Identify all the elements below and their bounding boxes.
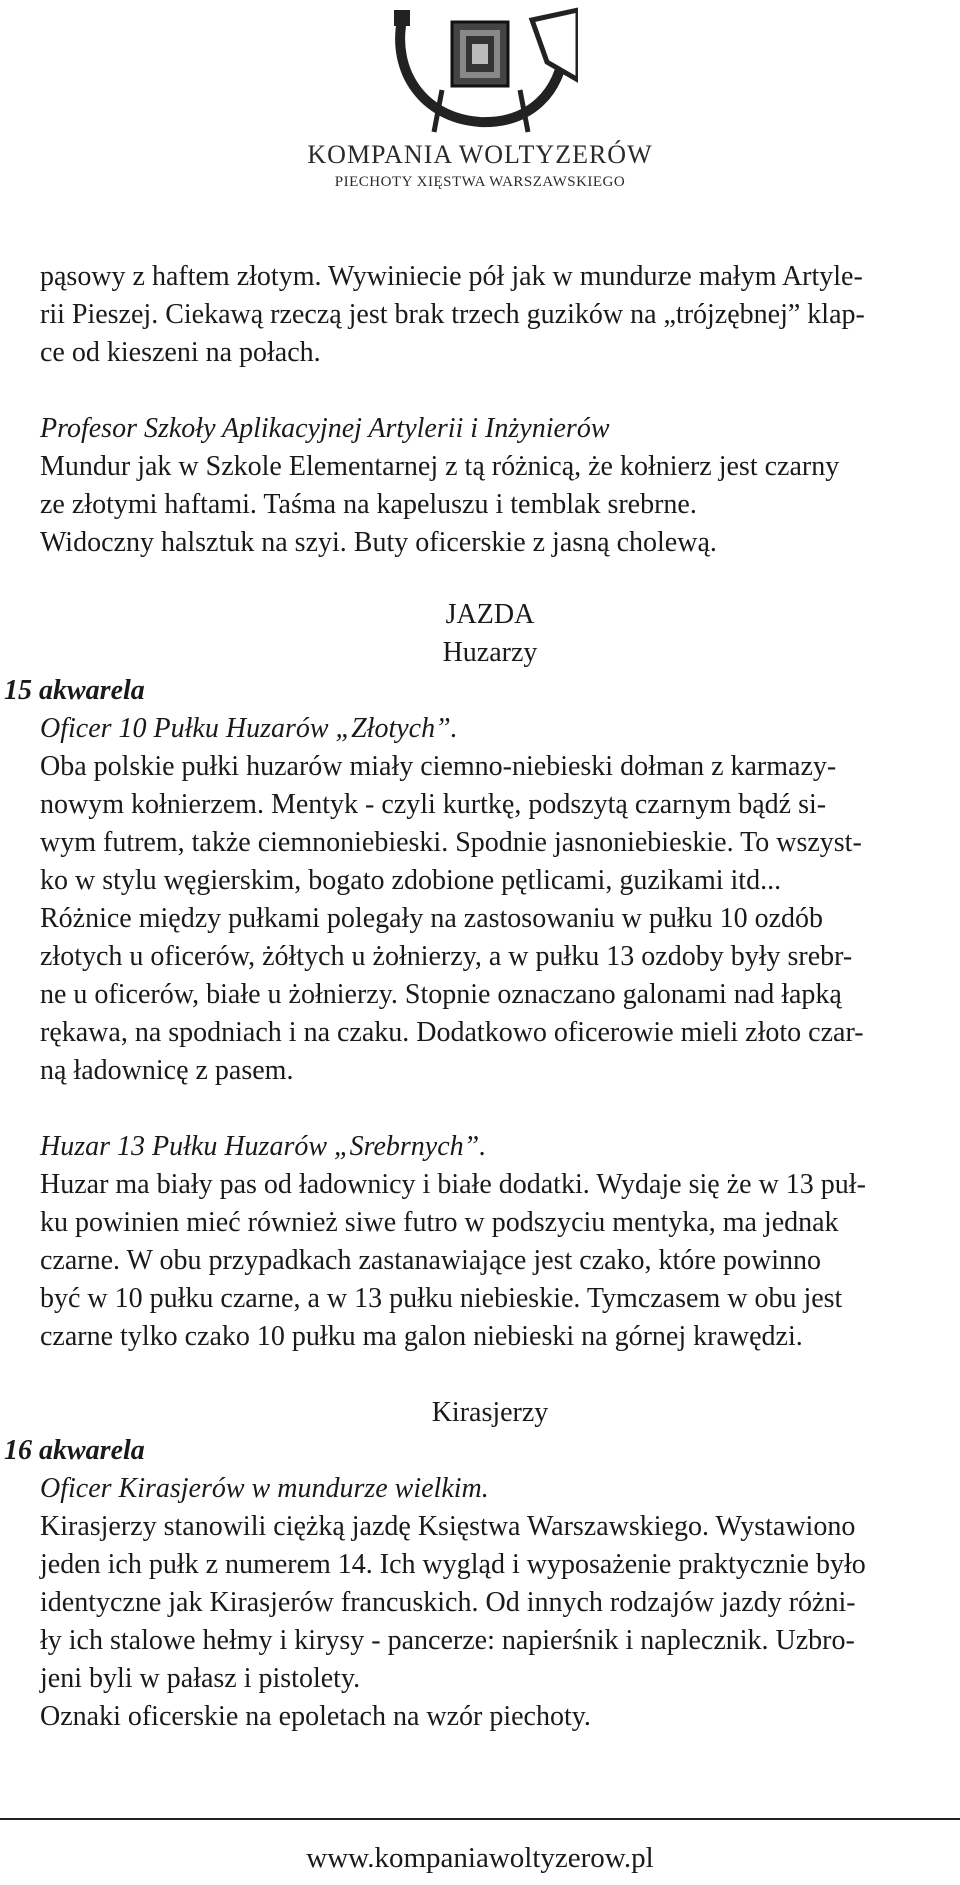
section-heading-huzarzy: Huzarzy: [442, 637, 538, 668]
akwarela-number: 16 akwarela: [4, 1435, 145, 1466]
huzar13-line: być w 10 pułku czarne, a w 13 pułku niebieskie. Tymczasem w obu jest: [40, 1283, 843, 1314]
oficer10-heading: Oficer 10 Pułku Huzarów „Złotych”.: [40, 713, 458, 744]
huzar13-line: Huzar ma biały pas od ładownicy i białe dodatki. Wydaje się że w 13 puł-: [40, 1169, 866, 1200]
footer-url: www.kompaniawoltyzerow.pl: [306, 1842, 654, 1874]
oficer10-line: złotych u oficerów, żółtych u żołnierzy, a w pułku 13 ozdoby były srebr-: [40, 941, 853, 972]
kirasjer-line: Oznaki oficerskie na epoletach na wzór piechoty.: [40, 1701, 591, 1732]
hunting-horn-emblem-icon: [382, 0, 578, 135]
akwarela-number: 15 akwarela: [4, 675, 145, 706]
oficer10-line: nowym kołnierzem. Mentyk - czyli kurtkę, podszytą czarnym bądź si-: [40, 789, 827, 820]
profesor-line: Widoczny halsztuk na szyi. Buty oficerskie z jasną cholewą.: [40, 527, 717, 558]
kirasjer-heading: Oficer Kirasjerów w mundurze wielkim.: [40, 1473, 489, 1504]
huzar13-line: ku powinien mieć również siwe futro w podszyciu mentyka, ma jednak: [40, 1207, 839, 1238]
document-body: [4, 258, 960, 1736]
kirasjer-line: identyczne jak Kirasjerów francuskich. Od innych rodzajów jazdy różni-: [40, 1587, 856, 1618]
logo-title: KOMPANIA WOLTYZERÓW: [307, 140, 653, 169]
logo-subtitle: PIECHOTY XIĘSTWA WARSZAWSKIEGO: [334, 174, 626, 190]
profesor-line: Mundur jak w Szkole Elementarnej z tą różnicą, że kołnierz jest czarny: [40, 451, 840, 482]
huzar13-heading: Huzar 13 Pułku Huzarów „Srebrnych”.: [40, 1131, 487, 1162]
intro-line: rii Pieszej. Ciekawą rzeczą jest brak trzech guzików na „trójzębnej” klap-: [40, 299, 865, 330]
kirasjer-line: jeni byli w pałasz i pistolety.: [40, 1663, 361, 1694]
kirasjer-line: jeden ich pułk z numerem 14. Ich wygląd i wyposażenie praktycznie było: [40, 1549, 866, 1580]
oficer10-line: Różnice między pułkami polegały na zastosowaniu w pułku 10 ozdób: [40, 903, 824, 934]
profesor-heading: Profesor Szkoły Aplikacyjnej Artylerii i Inżynierów: [40, 413, 610, 444]
intro-line: ce od kieszeni na połach.: [40, 337, 321, 368]
footer-divider: [0, 1818, 960, 1820]
oficer10-line: ko w stylu węgierskim, bogato zdobione pętlicami, guzikami itd...: [40, 865, 782, 896]
huzar13-line: czarne. W obu przypadkach zastanawiające jest czako, które powinno: [40, 1245, 822, 1276]
oficer10-line: ną ładownicę z pasem.: [40, 1055, 294, 1086]
intro-line: pąsowy z haftem złotym. Wywiniecie pół jak w mundurze małym Artyle-: [40, 261, 863, 292]
section-heading-jazda: JAZDA: [445, 599, 535, 630]
oficer10-line: Oba polskie pułki huzarów miały ciemno-niebieski dołman z karmazy-: [40, 751, 837, 782]
header-logo: [300, 0, 660, 200]
oficer10-line: ne u oficerów, białe u żołnierzy. Stopnie oznaczano galonami nad łapką: [40, 979, 842, 1010]
kirasjer-line: Kirasjerzy stanowili ciężką jazdę Księstwa Warszawskiego. Wystawiono: [40, 1511, 856, 1542]
oficer10-line: rękawa, na spodniach i na czaku. Dodatkowo oficerowie mieli złoto czar-: [40, 1017, 864, 1048]
kirasjer-line: ły ich stalowe hełmy i kirysy - pancerze: napierśnik i naplecznik. Uzbro-: [40, 1625, 855, 1656]
profesor-line: ze złotymi haftami. Taśma na kapeluszu i temblak srebrne.: [40, 489, 697, 520]
section-heading-kirasjerzy: Kirasjerzy: [431, 1397, 549, 1428]
oficer10-line: wym futrem, także ciemnoniebieski. Spodnie jasnoniebieskie. To wszyst-: [40, 827, 862, 858]
huzar13-line: czarne tylko czako 10 pułku ma galon niebieski na górnej krawędzi.: [40, 1321, 803, 1352]
